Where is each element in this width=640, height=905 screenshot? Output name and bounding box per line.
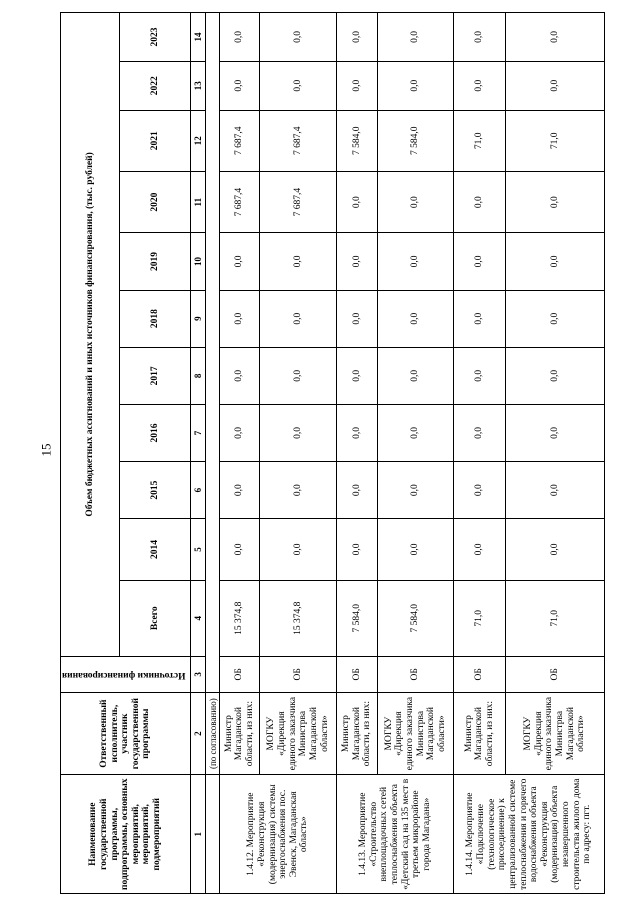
- value-cell: 0,0: [260, 347, 337, 404]
- row-name: 1.4.13. Мероприятие «Строительство внеплощадочных сетей теплоснабжения объекта «Детский сад на 135 мест в третьем микрорайоне города Магадана»: [337, 775, 454, 894]
- value-cell: 0,0: [337, 347, 377, 404]
- value-cell: 7 584,0: [377, 580, 454, 656]
- note-empty: [206, 13, 220, 693]
- page-number: 15: [38, 443, 54, 457]
- value-cell: 0,0: [220, 13, 260, 62]
- index-cell: 5: [191, 519, 206, 580]
- table-row: [506, 13, 605, 894]
- header-year: 2021: [120, 110, 191, 171]
- header-name: Наименование государственной программы, подпрограммы, основных мероприятий, мероприятий, подмероприятий: [61, 775, 191, 894]
- row-source: ОБ: [220, 656, 260, 692]
- index-cell: 12: [191, 110, 206, 171]
- value-cell: 0,0: [377, 13, 454, 62]
- row-name: 1.4.14. Мероприятие «Подключение (технологическое присоединение) к централизованной системе теплоснабжения и горячего водоснабжения объекта «Реконструкция (модернизация) объекта незавершенного строительства жилого дома по адресу: пгт.: [454, 775, 605, 894]
- table-row: [377, 13, 454, 894]
- value-cell: 0,0: [260, 233, 337, 290]
- value-cell: 0,0: [337, 519, 377, 580]
- value-cell: 0,0: [506, 404, 605, 461]
- index-cell: 3: [191, 656, 206, 692]
- index-cell: 6: [191, 462, 206, 519]
- value-cell: 0,0: [454, 171, 506, 232]
- header-year: 2019: [120, 233, 191, 290]
- value-cell: 7 687,4: [260, 171, 337, 232]
- index-cell: 11: [191, 171, 206, 232]
- value-cell: 7 584,0: [337, 110, 377, 171]
- value-cell: 0,0: [220, 462, 260, 519]
- value-cell: 0,0: [260, 290, 337, 347]
- row-source: ОБ: [454, 656, 506, 692]
- value-cell: 0,0: [337, 404, 377, 461]
- index-cell: 13: [191, 61, 206, 110]
- value-cell: 0,0: [506, 13, 605, 62]
- value-cell: 0,0: [506, 462, 605, 519]
- header-year: 2023: [120, 13, 191, 62]
- value-cell: 0,0: [506, 290, 605, 347]
- value-cell: 0,0: [220, 233, 260, 290]
- header-year: 2018: [120, 290, 191, 347]
- financing-table: [60, 12, 605, 894]
- value-cell: 0,0: [454, 61, 506, 110]
- value-cell: 0,0: [220, 519, 260, 580]
- value-cell: 0,0: [377, 290, 454, 347]
- value-cell: 0,0: [260, 13, 337, 62]
- index-cell: 1: [191, 775, 206, 894]
- header-year: 2015: [120, 462, 191, 519]
- value-cell: 71,0: [454, 580, 506, 656]
- value-cell: 0,0: [454, 519, 506, 580]
- value-cell: 7 584,0: [377, 110, 454, 171]
- value-cell: 0,0: [506, 171, 605, 232]
- row-executor: Министр Магаданской области, из них:: [220, 692, 260, 775]
- value-cell: 0,0: [220, 290, 260, 347]
- row-executor: МОГКУ «Дирекция единого заказчика Министрва Магаданской области»: [506, 692, 605, 775]
- value-cell: 0,0: [337, 233, 377, 290]
- value-cell: 15 374,8: [260, 580, 337, 656]
- index-cell: 4: [191, 580, 206, 656]
- note-row: [206, 13, 220, 894]
- value-cell: 0,0: [377, 233, 454, 290]
- header-year: 2020: [120, 171, 191, 232]
- table-stage: [60, 12, 605, 894]
- value-cell: 0,0: [506, 61, 605, 110]
- value-cell: 0,0: [337, 290, 377, 347]
- value-cell: 0,0: [506, 519, 605, 580]
- header-source: Источники финансирования: [61, 656, 191, 692]
- index-cell: 7: [191, 404, 206, 461]
- row-source: ОБ: [337, 656, 377, 692]
- value-cell: 0,0: [377, 171, 454, 232]
- row-executor: Министр Магаданской области, из них:: [454, 692, 506, 775]
- rotated-table-container: [60, 12, 605, 894]
- row-executor: Министр Магаданской области, из них:: [337, 692, 377, 775]
- index-cell: 9: [191, 290, 206, 347]
- value-cell: 0,0: [377, 462, 454, 519]
- value-cell: 0,0: [454, 290, 506, 347]
- value-cell: 0,0: [220, 347, 260, 404]
- value-cell: 0,0: [220, 404, 260, 461]
- header-executor: Ответственный исполнитель, участник государственной программы: [61, 692, 191, 775]
- value-cell: 71,0: [454, 110, 506, 171]
- table-row: [260, 13, 337, 894]
- table-row: [220, 13, 260, 894]
- value-cell: 7 687,4: [260, 110, 337, 171]
- table-row: [337, 13, 377, 894]
- value-cell: 0,0: [454, 233, 506, 290]
- value-cell: 0,0: [506, 347, 605, 404]
- header-volume: Объем бюджетных ассигнований и иных источников финансирования, (тыс. рублей): [61, 13, 120, 657]
- index-cell: 10: [191, 233, 206, 290]
- value-cell: 0,0: [260, 462, 337, 519]
- value-cell: 0,0: [454, 404, 506, 461]
- value-cell: 7 687,4: [220, 171, 260, 232]
- value-cell: 0,0: [337, 13, 377, 62]
- note-cell: (по согласованию): [206, 692, 220, 775]
- value-cell: 0,0: [377, 61, 454, 110]
- value-cell: 0,0: [220, 61, 260, 110]
- row-source: ОБ: [260, 656, 337, 692]
- value-cell: 0,0: [454, 13, 506, 62]
- row-name: 1.4.12. Мероприятие «Реконструкция (модернизация) системы энергоснабжения пос. Эвенск, Магаданская область»: [220, 775, 337, 894]
- row-source: ОБ: [506, 656, 605, 692]
- header-year: 2016: [120, 404, 191, 461]
- note-empty: [206, 775, 220, 894]
- value-cell: 15 374,8: [220, 580, 260, 656]
- row-source: ОБ: [377, 656, 454, 692]
- index-cell: 8: [191, 347, 206, 404]
- value-cell: 0,0: [260, 61, 337, 110]
- header-year: 2022: [120, 61, 191, 110]
- value-cell: 0,0: [377, 519, 454, 580]
- value-cell: 0,0: [506, 233, 605, 290]
- value-cell: 0,0: [377, 347, 454, 404]
- value-cell: 0,0: [260, 404, 337, 461]
- value-cell: 0,0: [260, 519, 337, 580]
- value-cell: 0,0: [454, 347, 506, 404]
- value-cell: 0,0: [337, 171, 377, 232]
- value-cell: 0,0: [337, 462, 377, 519]
- index-cell: 14: [191, 13, 206, 62]
- value-cell: 71,0: [506, 580, 605, 656]
- value-cell: 7 584,0: [337, 580, 377, 656]
- row-executor: МОГКУ «Дирекция единого заказчика Министрва Магаданской области»: [260, 692, 337, 775]
- header-year: 2017: [120, 347, 191, 404]
- index-cell: 2: [191, 692, 206, 775]
- value-cell: 7 687,4: [220, 110, 260, 171]
- header-row-1: [61, 13, 120, 894]
- value-cell: 0,0: [337, 61, 377, 110]
- header-year: 2014: [120, 519, 191, 580]
- table-row: [454, 13, 506, 894]
- value-cell: 0,0: [454, 462, 506, 519]
- header-year: Всего: [120, 580, 191, 656]
- row-executor: МОГКУ «Дирекция единого заказчика Министрва Магаданской области»: [377, 692, 454, 775]
- value-cell: 71,0: [506, 110, 605, 171]
- index-row: [191, 13, 206, 894]
- value-cell: 0,0: [377, 404, 454, 461]
